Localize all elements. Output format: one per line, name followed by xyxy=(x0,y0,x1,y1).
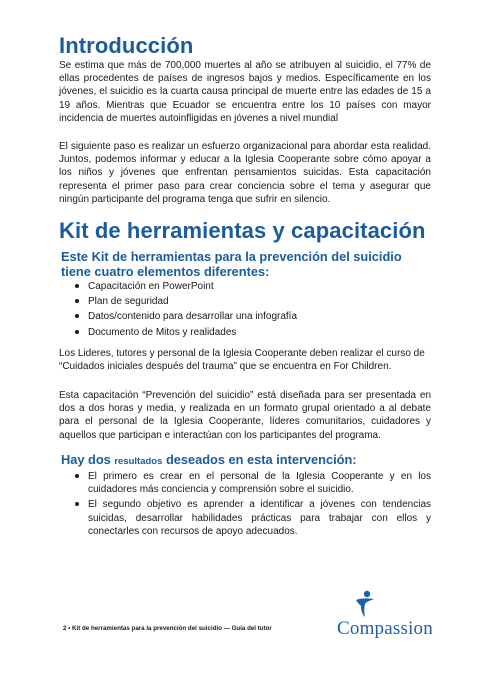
list-item: Plan de seguridad xyxy=(59,295,431,308)
kit-title: Kit de herramientas y capacitación xyxy=(59,218,426,243)
intro-paragraph-2: El siguiente paso es realizar un esfuerzo organizacional para abordar esta realidad. Juntos, podemos informar y educar a la Iglesia Cooperante sobre cómo apoyar a los niños y jóvenes que enfrentan pensamientos suicidas. Esta capacitación representa el primer paso para crear conciencia sobre el tema y asegurar que ningún participante del programa tenga que sufrir en silencio. xyxy=(59,141,431,205)
list-item: Capacitación en PowerPoint xyxy=(59,280,431,293)
logo-text: Compassion xyxy=(337,618,433,639)
bullet-icon xyxy=(75,474,79,478)
bullet-icon xyxy=(75,299,79,303)
kit-subtitle: Este Kit de herramientas para la prevención del suicidio tiene cuatro elementos diferentes: xyxy=(61,249,402,279)
kit-paragraph-2: Esta capacitación “Prevención del suicidio” está diseñada para ser presentada en dos a dos horas y media, y realizada en un formato grupal orientado a al debate para el personal de la Iglesia Cooperante, líderes comunitarios, cuidadores y aquellos que participan e interactúan con los participantes del programa. xyxy=(59,390,431,441)
list-item: El segundo objetivo es aprender a identificar a jóvenes con tendencias suicidas, desarrollar habilidades prácticas para trabajar con ellos y conectarles con recursos de apoyo adecuados. xyxy=(59,498,431,538)
compassion-logo xyxy=(337,590,442,645)
kit-elements-list xyxy=(59,280,431,341)
bullet-icon xyxy=(75,284,79,288)
bullet-icon xyxy=(75,330,79,334)
list-item: El primero es crear en el personal de la Iglesia Cooperante y en los cuidadores más conciencia y comprensión sobre el suicidio. xyxy=(59,470,431,496)
kit-paragraph-1: Los Lideres, tutores y personal de la Iglesia Cooperante deben realizar el curso de “Cuidados iniciales después del trauma” que se encuentra en For Children. xyxy=(59,348,425,373)
page-footer: 2 • Kit de herramientas para la prevención del suicidio — Guía del tutor xyxy=(63,625,272,632)
results-heading: Hay dos resultados deseados en esta intervención: xyxy=(61,452,357,467)
intro-title: Introducción xyxy=(59,33,194,58)
list-item: Documento de Mitos y realidades xyxy=(59,326,431,339)
list-item: Datos/contenido para desarrollar una infografía xyxy=(59,310,431,323)
intro-paragraph-1: Se estima que más de 700,000 muertes al año se atribuyen al suicidio, el 77% de ellas procedentes de países de ingresos bajos y medios. Específicamente en los jóvenes, el suicidio es la cuarta causa principal de muerte entre las edades de 15 a 19 años. Mientras que Ecuador se encuentra entre los 10 países con mayor incidencia de muertes autoinfligidas en jóvenes a nivel mundial xyxy=(59,60,431,124)
bullet-icon xyxy=(75,314,79,318)
results-list xyxy=(59,470,431,540)
bullet-icon xyxy=(75,502,79,506)
